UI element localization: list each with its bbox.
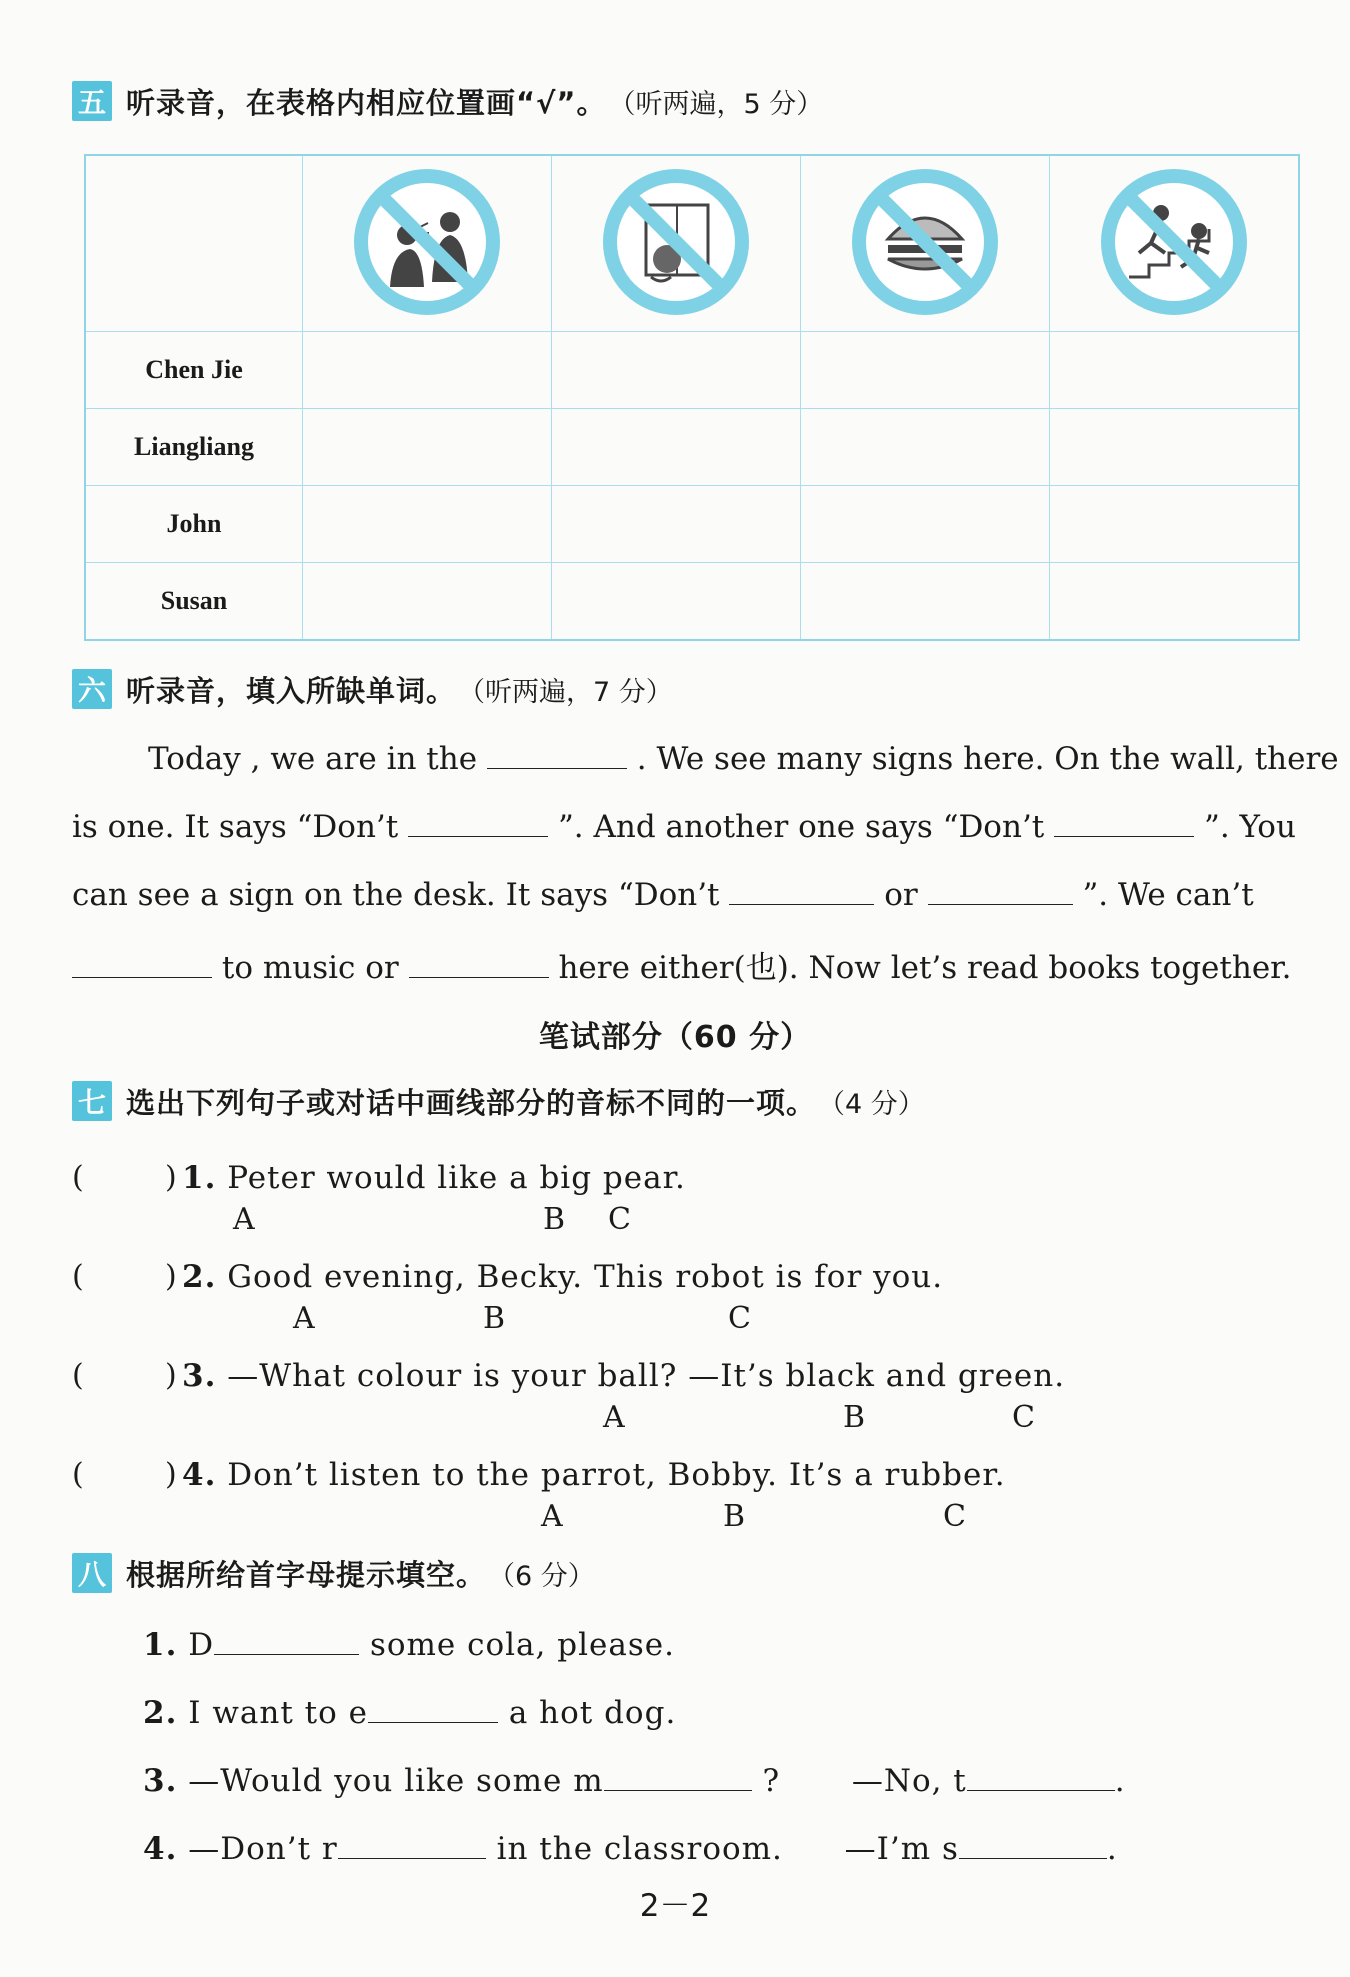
cloze-line-3 <box>72 874 1254 913</box>
item-number: 4. <box>143 1831 178 1867</box>
blank-field[interactable] <box>967 1760 1115 1791</box>
option-a: A <box>293 1301 315 1336</box>
written-part-title: 笔试部分（60 分） <box>538 1020 812 1055</box>
answer-cell[interactable] <box>1049 332 1299 409</box>
blank-field[interactable] <box>338 1828 486 1859</box>
item-text: some cola, please. <box>369 1627 675 1663</box>
answer-cell[interactable] <box>303 332 552 409</box>
question-text: Don’t listen to the parrot, Bobby. It’s a rubber. <box>227 1457 1006 1493</box>
no-running-stairs-icon <box>1099 167 1249 317</box>
table-row <box>85 409 1299 486</box>
fill-item-3 <box>143 1760 1126 1799</box>
section5-badge: 五 <box>72 81 112 121</box>
sign-cell-1 <box>303 155 552 332</box>
section6-sub: （听两遍，7 分） <box>458 676 673 708</box>
cloze-text: or <box>884 877 918 913</box>
item-text: —Don’t r <box>188 1831 338 1867</box>
cloze-text: ”. We can’t <box>1082 877 1254 913</box>
question-1 <box>182 1160 686 1196</box>
student-name: Liangliang <box>85 409 303 486</box>
fill-item-1 <box>143 1624 675 1663</box>
cloze-text: is one. It says “Don’t <box>72 809 399 845</box>
item-text: —Would you like some m <box>188 1763 604 1799</box>
question-number: 4. <box>182 1457 217 1493</box>
section6-header <box>72 668 673 710</box>
option-a: A <box>541 1499 563 1534</box>
option-b: B <box>483 1301 506 1336</box>
item-text: . <box>1106 1831 1118 1867</box>
cloze-text: to music or <box>221 950 399 986</box>
option-b: B <box>543 1202 566 1237</box>
question-4 <box>182 1457 1006 1493</box>
table-row <box>85 486 1299 563</box>
answer-paren-close[interactable]: ) <box>165 1160 177 1195</box>
section7-title: 选出下列句子或对话中画线部分的音标不同的一项。 <box>126 1085 817 1120</box>
blank-field[interactable] <box>729 874 874 905</box>
student-name: John <box>85 486 303 563</box>
answer-cell[interactable] <box>551 486 800 563</box>
sign-cell-2 <box>551 155 800 332</box>
answer-cell[interactable] <box>1049 409 1299 486</box>
answer-cell[interactable] <box>303 409 552 486</box>
cloze-text: ”. And another one says “Don’t <box>557 809 1045 845</box>
item-text: . <box>1114 1763 1126 1799</box>
section5-title: 听录音，在表格内相应位置画“√”。 <box>126 85 607 120</box>
no-shouting-icon <box>352 167 502 317</box>
item-text: —No, t <box>851 1763 967 1799</box>
no-climbing-window-icon <box>601 167 751 317</box>
cloze-text: here either(也). Now let’s read books together. <box>558 950 1292 986</box>
table-header-row <box>85 155 1299 332</box>
section8-header <box>72 1552 595 1594</box>
answer-cell[interactable] <box>551 563 800 641</box>
cloze-line-1 <box>148 738 1339 777</box>
blank-field[interactable] <box>214 1624 359 1655</box>
answer-cell[interactable] <box>800 486 1049 563</box>
question-text: Good evening, Becky. This robot is for you. <box>227 1259 944 1295</box>
cloze-line-2 <box>72 806 1296 845</box>
blank-field[interactable] <box>408 806 548 837</box>
section8-title: 根据所给首字母提示填空。 <box>126 1557 487 1592</box>
option-a: A <box>233 1202 255 1237</box>
answer-cell[interactable] <box>800 332 1049 409</box>
cloze-line-4 <box>72 942 1291 987</box>
section7-header <box>72 1080 925 1122</box>
blank-field[interactable] <box>409 947 549 978</box>
item-text: —I’m s <box>844 1831 959 1867</box>
option-c: C <box>1012 1400 1035 1435</box>
sign-cell-3 <box>800 155 1049 332</box>
question-text: —What colour is your ball? —It’s black and green. <box>227 1358 1066 1394</box>
fill-item-4 <box>143 1828 1118 1867</box>
section7-sub: （4 分） <box>818 1088 925 1120</box>
table-row <box>85 332 1299 409</box>
question-number: 2. <box>182 1259 217 1295</box>
cloze-text: Today , we are in the <box>148 741 478 777</box>
answer-cell[interactable] <box>1049 486 1299 563</box>
cloze-text: can see a sign on the desk. It says “Don’t <box>72 877 720 913</box>
item-number: 2. <box>143 1695 178 1731</box>
fill-item-2 <box>143 1692 676 1731</box>
answer-paren-close[interactable]: ) <box>165 1259 177 1294</box>
answer-paren-close[interactable]: ) <box>165 1358 177 1393</box>
answer-cell[interactable] <box>551 332 800 409</box>
blank-field[interactable] <box>928 874 1073 905</box>
question-3 <box>182 1358 1065 1394</box>
answer-paren-open[interactable]: ( <box>72 1259 84 1294</box>
answer-cell[interactable] <box>303 563 552 641</box>
item-text: D <box>188 1627 215 1663</box>
option-c: C <box>608 1202 631 1237</box>
answer-paren-open[interactable]: ( <box>72 1358 84 1393</box>
no-eating-icon <box>850 167 1000 317</box>
section5-header <box>72 80 823 122</box>
answer-paren-open[interactable]: ( <box>72 1457 84 1492</box>
student-name: Chen Jie <box>85 332 303 409</box>
item-number: 3. <box>143 1763 178 1799</box>
option-b: B <box>723 1499 746 1534</box>
answer-paren-close[interactable]: ) <box>165 1457 177 1492</box>
answer-paren-open[interactable]: ( <box>72 1160 84 1195</box>
table-corner-cell <box>85 155 303 332</box>
section8-sub: （6 分） <box>488 1560 595 1592</box>
question-2 <box>182 1259 943 1295</box>
question-number: 3. <box>182 1358 217 1394</box>
item-text: I want to e <box>188 1695 368 1731</box>
blank-field[interactable] <box>604 1760 752 1791</box>
answer-cell[interactable] <box>800 409 1049 486</box>
answer-cell[interactable] <box>303 486 552 563</box>
item-text: ? <box>762 1763 781 1799</box>
blank-field[interactable] <box>959 1828 1107 1859</box>
option-a: A <box>603 1400 625 1435</box>
item-text: a hot dog. <box>508 1695 677 1731</box>
sign-cell-4 <box>1049 155 1299 332</box>
option-c: C <box>728 1301 751 1336</box>
page-number: 2－2 <box>639 1888 711 1924</box>
item-number: 1. <box>143 1627 178 1663</box>
blank-field[interactable] <box>368 1692 498 1723</box>
section5-sub: （听两遍，5 分） <box>608 88 824 120</box>
table-row <box>85 563 1299 641</box>
answer-cell[interactable] <box>551 409 800 486</box>
listening-table <box>84 154 1300 641</box>
item-text: in the classroom. <box>496 1831 783 1867</box>
answer-cell[interactable] <box>1049 563 1299 641</box>
student-name: Susan <box>85 563 303 641</box>
section8-badge: 八 <box>72 1553 112 1593</box>
section6-title: 听录音，填入所缺单词。 <box>126 673 457 708</box>
answer-cell[interactable] <box>800 563 1049 641</box>
option-b: B <box>843 1400 866 1435</box>
blank-field[interactable] <box>72 947 212 978</box>
question-number: 1. <box>182 1160 217 1196</box>
blank-field[interactable] <box>487 738 627 769</box>
cloze-text: ”. You <box>1203 809 1296 845</box>
cloze-text: . We see many signs here. On the wall, there <box>636 741 1339 777</box>
section6-badge: 六 <box>72 669 112 709</box>
section7-badge: 七 <box>72 1081 112 1121</box>
blank-field[interactable] <box>1054 806 1194 837</box>
option-c: C <box>943 1499 966 1534</box>
question-text: Peter would like a big pear. <box>227 1160 686 1196</box>
